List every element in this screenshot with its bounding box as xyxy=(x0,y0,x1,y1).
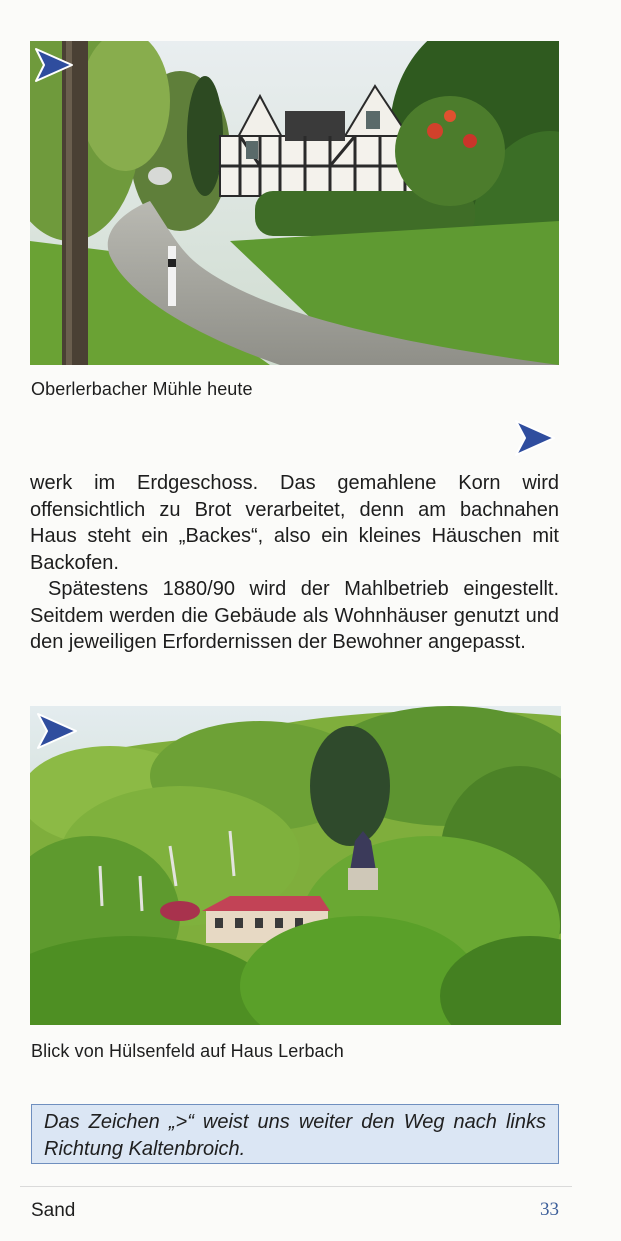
photo-haus-lerbach xyxy=(30,706,561,1025)
page-number: 33 xyxy=(540,1199,559,1220)
arrow-right-icon xyxy=(514,419,556,457)
photo-oberlerbacher-muehle xyxy=(30,41,559,365)
figure-caption: Blick von Hülsenfeld auf Haus Lerbach xyxy=(31,1041,344,1061)
body-text xyxy=(30,470,559,656)
paragraph: Spätestens 1880/90 wird der Mahlbetrieb eingestellt. Seitdem werden die Gebäude als Wohnhäuser genutzt und den jeweiligen Erfordernissen der Bewohner angepasst. xyxy=(30,578,559,653)
arrow-right-icon xyxy=(36,712,78,750)
paragraph: werk im Erdgeschoss. Das gemahlene Korn wird offensichtlich zu Brot verarbeitet, denn am bachnahen Haus steht ein „Backes“, also ein kleines Häuschen mit Backofen. xyxy=(30,472,559,574)
forest-photo-illustration xyxy=(30,706,561,1025)
footer-divider xyxy=(20,1186,572,1187)
note-text: Das Zeichen „>“ weist uns weiter den Weg nach links Richtung Kaltenbroich. xyxy=(44,1111,546,1160)
figure-caption: Oberlerbacher Mühle heute xyxy=(31,379,253,399)
arrow-right-icon xyxy=(34,47,74,83)
footer-section-title: Sand xyxy=(31,1200,76,1221)
mill-photo-illustration xyxy=(30,41,559,365)
direction-note xyxy=(31,1104,559,1164)
